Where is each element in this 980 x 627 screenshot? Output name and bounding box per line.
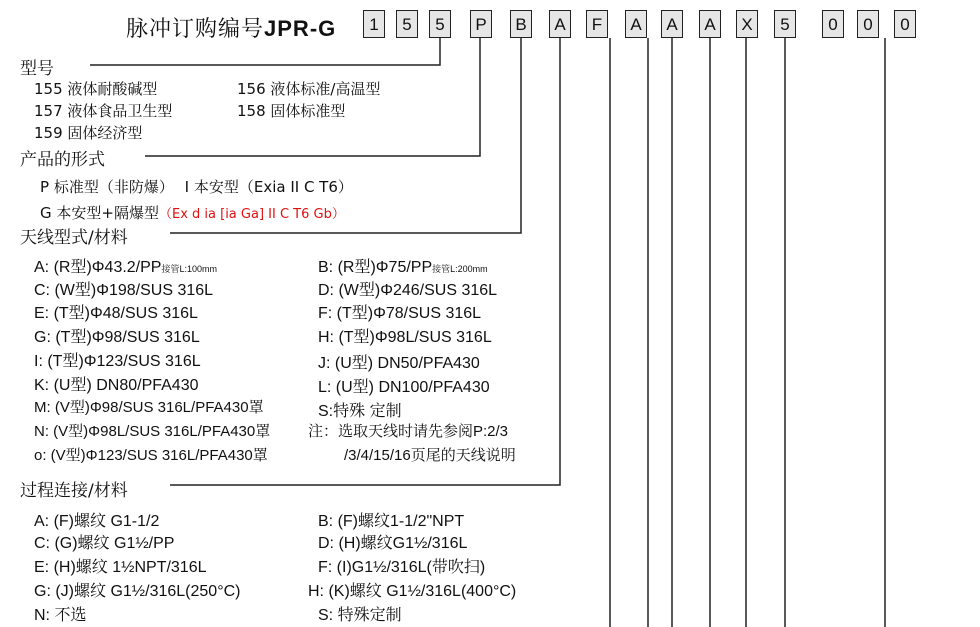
- antenna-n: N: (V型)Φ98L/SUS 316L/PFA430罩: [34, 423, 271, 440]
- model-item-155: 155 液体耐酸碱型: [34, 80, 158, 98]
- antenna-b-main: B: (R型)Φ75/PP: [318, 259, 433, 276]
- order-code-title-en: JPR-G: [264, 16, 337, 41]
- code-box-14: 0: [857, 10, 879, 38]
- code-box-9: A: [661, 10, 683, 38]
- model-item-156: 156 液体标准/高温型: [237, 80, 381, 98]
- order-code-title: [126, 12, 336, 43]
- antenna-s: S:特殊 定制: [318, 403, 402, 420]
- antenna-note-1: 注：选取天线时请先参阅P:2/3: [308, 423, 509, 440]
- process-s: S: 特殊定制: [318, 607, 402, 624]
- antenna-g: G: (T型)Φ98/SUS 316L: [34, 329, 200, 346]
- code-box-13: 0: [822, 10, 844, 38]
- antenna-m: M: (V型)Φ98/SUS 316L/PFA430罩: [34, 399, 264, 416]
- code-box-1: 1: [363, 10, 385, 38]
- form-i-code: I: [184, 178, 190, 196]
- antenna-i: I: (T型)Φ123/SUS 316L: [34, 353, 201, 370]
- order-code-title-cn: 脉冲订购编号: [126, 17, 265, 42]
- model-item-159: 159 固体经济型: [34, 124, 143, 142]
- antenna-j: J: (U型) DN50/PFA430: [318, 355, 480, 372]
- code-box-6: A: [549, 10, 571, 38]
- antenna-note-2: /3/4/15/16页尾的天线说明: [344, 447, 516, 464]
- form-g-text: 本安型+隔爆型: [56, 204, 159, 222]
- antenna-k: K: (U型) DN80/PFA430: [34, 377, 199, 394]
- antenna-c: C: (W型)Φ198/SUS 316L: [34, 282, 214, 299]
- antenna-b: [318, 254, 488, 277]
- process-n: N: 不选: [34, 607, 87, 624]
- process-b: B: (F)螺纹1-1/2"NPT: [318, 513, 465, 530]
- code-box-10: A: [699, 10, 721, 38]
- code-box-3: 5: [429, 10, 451, 38]
- process-d: D: (H)螺纹G1½/316L: [318, 535, 468, 552]
- model-section-title: 型号: [20, 59, 54, 79]
- antenna-l: L: (U型) DN100/PFA430: [318, 379, 490, 396]
- antenna-d: D: (W型)Φ246/SUS 316L: [318, 282, 498, 299]
- form-p-text: 标准型（非防爆）: [53, 178, 174, 196]
- code-box-2: 5: [396, 10, 418, 38]
- form-g-exmark: （Ex d ia [ia Ga] II C T6 Gb）: [158, 207, 345, 222]
- process-section-title: 过程连接/材料: [20, 481, 128, 501]
- antenna-o: o: (V型)Φ123/SUS 316L/PFA430罩: [34, 447, 268, 464]
- antenna-h: H: (T型)Φ98L/SUS 316L: [318, 329, 492, 346]
- form-g-code: G: [40, 204, 52, 222]
- form-item-p: [40, 176, 353, 197]
- code-box-4: P: [470, 10, 492, 38]
- antenna-e: E: (T型)Φ48/SUS 316L: [34, 305, 198, 322]
- form-i-text: 本安型（Exia II C T6）: [193, 178, 353, 196]
- form-p-code: P: [40, 178, 50, 196]
- form-section-title: 产品的形式: [20, 150, 105, 170]
- antenna-a-small: 接管L:100mm: [161, 264, 218, 274]
- process-e: E: (H)螺纹 1½NPT/316L: [34, 559, 207, 576]
- process-h: H: (K)螺纹 G1½/316L(400°C): [308, 583, 517, 600]
- antenna-a-main: A: (R型)Φ43.2/PP: [34, 259, 162, 276]
- code-box-7: F: [586, 10, 608, 38]
- form-item-g: [40, 202, 345, 223]
- code-box-8: A: [625, 10, 647, 38]
- code-box-12: 5: [774, 10, 796, 38]
- antenna-b-small: 接管L:200mm: [432, 264, 488, 274]
- process-f: F: (I)G1½/316L(带吹扫): [318, 559, 486, 576]
- antenna-f: F: (T型)Φ78/SUS 316L: [318, 305, 482, 322]
- code-box-5: B: [510, 10, 532, 38]
- model-item-157: 157 液体食品卫生型: [34, 102, 173, 120]
- model-item-158: 158 固体标准型: [237, 102, 346, 120]
- antenna-a: [34, 254, 217, 277]
- process-g: G: (J)螺纹 G1½/316L(250°C): [34, 583, 241, 600]
- process-c: C: (G)螺纹 G1½/PP: [34, 535, 175, 552]
- process-a: A: (F)螺纹 G1-1/2: [34, 513, 160, 530]
- code-box-11: X: [736, 10, 758, 38]
- antenna-section-title: 天线型式/材料: [20, 228, 128, 248]
- code-box-15: 0: [894, 10, 916, 38]
